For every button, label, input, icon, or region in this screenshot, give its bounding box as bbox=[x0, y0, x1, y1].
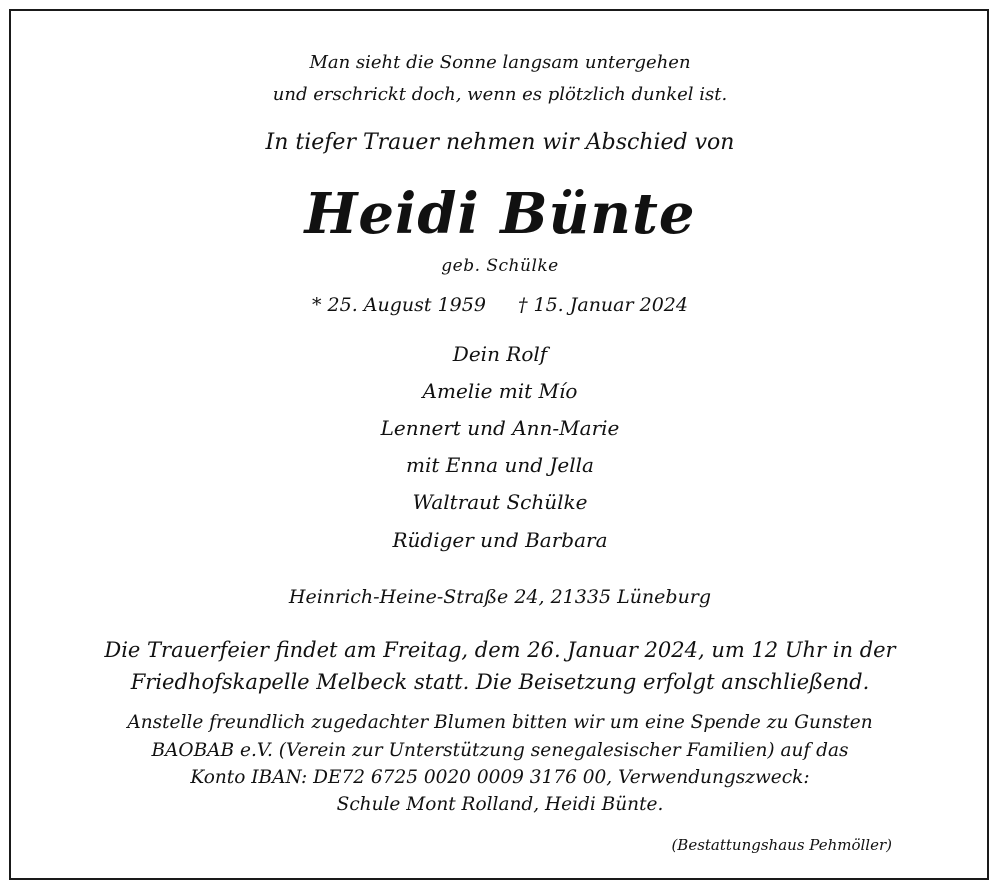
mourner-item: Waltraut Schülke bbox=[412, 490, 588, 514]
address: Heinrich-Heine-Straße 24, 21335 Lüneburg bbox=[288, 586, 712, 608]
donation-line-2: BAOBAB e.V. (Verein zur Unterstützung senegalesischer Familien) auf das bbox=[151, 740, 849, 761]
service-line-2: Friedhofskapelle Melbeck statt. Die Beisetzung erfolgt anschließend. bbox=[130, 670, 870, 694]
donation-line-3: Konto IBAN: DE72 6725 0020 0009 3176 00, Verwendungszweck: bbox=[190, 767, 810, 788]
service-line-1: Die Trauerfeier findet am Freitag, dem 26. Januar 2024, um 12 Uhr in der bbox=[104, 638, 896, 662]
quote-line-2: und erschrickt doch, wenn es plötzlich dunkel ist. bbox=[272, 84, 728, 105]
mourner-item: Dein Rolf bbox=[452, 342, 548, 366]
mourner-item: Lennert und Ann-Marie bbox=[380, 416, 620, 440]
birth-date: * 25. August 1959 bbox=[312, 294, 486, 316]
death-date: † 15. Januar 2024 bbox=[517, 294, 688, 316]
deceased-name: Heidi Bünte bbox=[304, 181, 696, 247]
mourner-item: Amelie mit Mío bbox=[422, 379, 578, 403]
born-name: geb. Schülke bbox=[441, 256, 559, 276]
mourner-item: mit Enna und Jella bbox=[406, 453, 594, 477]
funeral-home: (Bestattungshaus Pehmöller) bbox=[671, 836, 892, 854]
quote-line-1: Man sieht die Sonne langsam untergehen bbox=[309, 52, 691, 73]
mourner-item: Rüdiger und Barbara bbox=[392, 528, 608, 552]
life-dates bbox=[0, 294, 1000, 316]
intro-text: In tiefer Trauer nehmen wir Abschied von bbox=[265, 130, 735, 155]
donation-line-1: Anstelle freundlich zugedachter Blumen bitten wir um eine Spende zu Gunsten bbox=[127, 712, 873, 733]
donation-line-4: Schule Mont Rolland, Heidi Bünte. bbox=[336, 794, 664, 815]
